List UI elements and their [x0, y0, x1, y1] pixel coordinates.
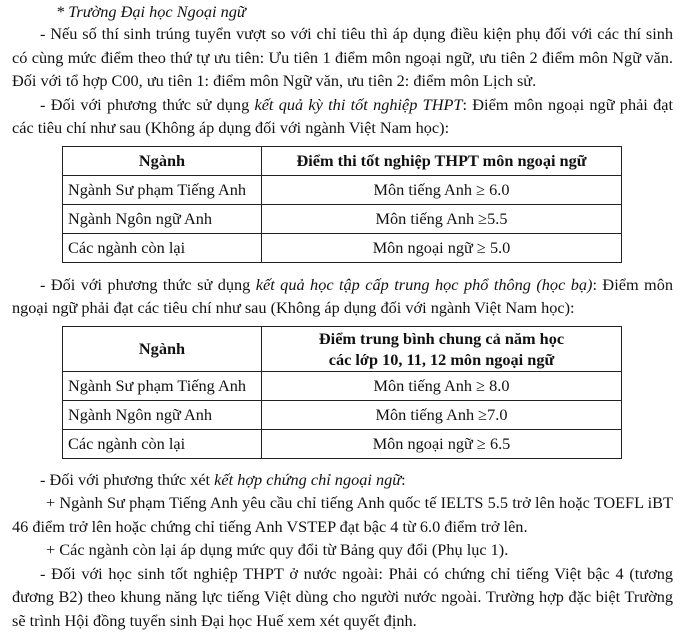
table-row [63, 175, 622, 204]
table-header-score [262, 326, 622, 371]
certificate-emphasis: kết hợp chứng chỉ ngoại ngữ [214, 469, 402, 489]
table-cell-score: Môn ngoại ngữ ≥ 6.5 [262, 429, 622, 458]
table-cell-major: Ngành Sư phạm Tiếng Anh [63, 371, 262, 400]
thpt-exam-text-before: - Đối với phương thức sử dụng [40, 94, 255, 114]
section-heading: * Trường Đại học Ngoại ngữ [56, 2, 246, 21]
transcript-text-after: : Điểm môn ngoại ngữ phải đạt các tiêu chí như sau (Không áp dụng đối với ngành Việt Nam học): [12, 274, 674, 317]
table-header-score-line1: Điểm trung bình chung cả năm học [318, 328, 565, 348]
table-header-major: Ngành [63, 326, 262, 371]
transcript-text-before: - Đối với phương thức sử dụng [40, 274, 256, 294]
certificate-paragraph [12, 468, 673, 492]
thpt-exam-paragraph [12, 93, 673, 140]
table-cell-major: Các ngành còn lại [63, 429, 262, 458]
transcript-score-table [62, 326, 622, 459]
table-header-score-line2: các lớp 10, 11, 12 môn ngoại ngữ [328, 349, 555, 369]
table-cell-score: Môn tiếng Anh ≥5.5 [262, 204, 622, 233]
thpt-exam-emphasis: kết quả kỳ thi tốt nghiệp THPT [254, 94, 463, 114]
transcript-emphasis: kết quả học tập cấp trung học phổ thông (học bạ) [255, 274, 593, 294]
certificate-text-after: : [401, 469, 406, 489]
table-cell-score: Môn tiếng Anh ≥7.0 [262, 400, 622, 429]
table-header-major: Ngành [63, 146, 262, 175]
table-cell-major: Ngành Ngôn ngữ Anh [63, 204, 262, 233]
table-cell-major: Ngành Ngôn ngữ Anh [63, 400, 262, 429]
thpt-exam-score-table [62, 146, 622, 263]
table-cell-score: Môn ngoại ngữ ≥ 5.0 [262, 233, 622, 262]
foreign-graduates-paragraph: - Đối với học sinh tốt nghiệp THPT ở nước ngoài: Phải có chứng chỉ tiếng Việt bậc 4 (tương đương B2) theo khung năng lực tiếng Việt dùng cho người nước ngoài. Trường hợp đặc biệt Trường sẽ trình Hội đồng tuyển sinh Đại học Huế xem xét quyết định. [12, 563, 673, 630]
table-cell-score: Môn tiếng Anh ≥ 6.0 [262, 175, 622, 204]
table-cell-major: Các ngành còn lại [63, 233, 262, 262]
table-row [63, 233, 622, 262]
table-header-score: Điểm thi tốt nghiệp THPT môn ngoại ngữ [262, 146, 622, 175]
table-row [63, 400, 622, 429]
tiebreak-paragraph: - Nếu số thí sinh trúng tuyển vượt so với chỉ tiêu thì áp dụng điều kiện phụ đối với các thí sinh có cùng mức điểm theo thứ tự ưu tiên: Ưu tiên 1 điểm môn ngoại ngữ, ưu tiên 2 điểm môn Ngữ văn. Đối với tổ hợp C00, ưu tiên 1: điểm môn Ngữ văn, ưu tiên 2: điểm môn Lịch sử. [12, 24, 673, 90]
table-row [63, 429, 622, 458]
table-row [63, 371, 622, 400]
english-pedagogy-requirement: + Ngành Sư phạm Tiếng Anh yêu cầu chỉ tiếng Anh quốc tế IELTS 5.5 trở lên hoặc TOEFL iBT 46 điểm trở lên hoặc chứng chỉ tiếng Anh VSTEP đạt bậc 4 từ 6.0 điểm trở lên. [12, 493, 673, 536]
transcript-paragraph [12, 273, 673, 320]
table-cell-score: Môn tiếng Anh ≥ 8.0 [262, 371, 622, 400]
thpt-exam-text-after: : Điểm môn ngoại ngữ phải đạt các tiêu chí như sau (Không áp dụng đối với ngành Việt Nam học): [12, 94, 673, 137]
other-majors-requirement: + Các ngành còn lại áp dụng mức quy đổi từ Bảng quy đổi (Phụ lục 1). [46, 540, 509, 559]
table-header-row [63, 146, 622, 175]
certificate-text-before: - Đối với phương thức xét [40, 469, 215, 489]
table-header-row [63, 326, 622, 371]
table-row [63, 204, 622, 233]
table-cell-major: Ngành Sư phạm Tiếng Anh [63, 175, 262, 204]
